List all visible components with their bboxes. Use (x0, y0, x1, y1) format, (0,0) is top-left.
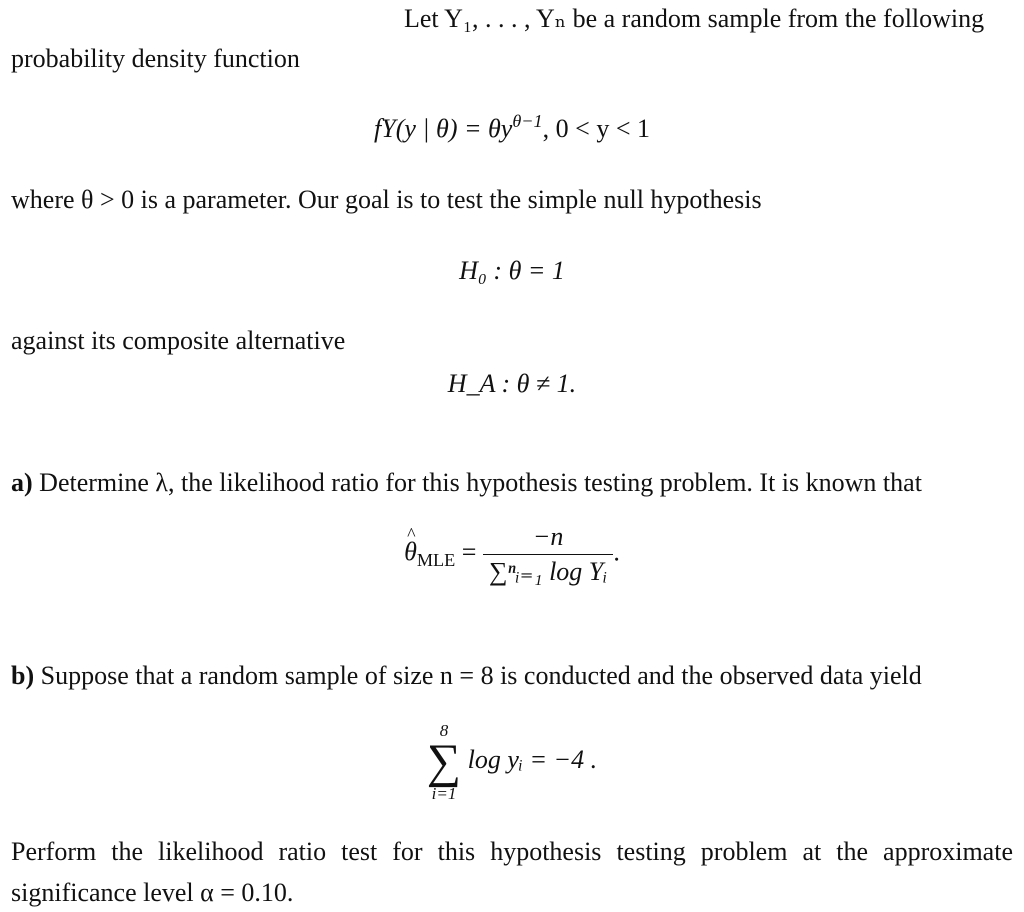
sum-body: log yᵢ = −4 . (467, 744, 598, 774)
pdf-lhs: fY(y | θ) = θy (374, 114, 513, 143)
against-text: against its composite alternative (11, 326, 346, 355)
sum-operator (427, 722, 461, 802)
part-a-text (11, 470, 922, 496)
mle-denominator: ∑ⁿᵢ₌₁ log Yᵢ (488, 557, 608, 586)
mle-subscript: MLE (416, 549, 456, 570)
perform-line-1: Perform the likelihood ratio test for this hypothesis testing problem at the approximate (11, 837, 1013, 866)
mle-equation: ^ $\theta_{MLE}$ = $\frac{-n}{\text{∑ⁿᵢ₌₁ log Yᵢ}}$ . (0, 524, 1024, 585)
pdf-domain: , 0 < y < 1 (542, 114, 650, 143)
mle-numerator: −n (483, 524, 613, 555)
sum-upper-limit: 8 (439, 721, 449, 740)
mle-theta-hat: ^ θ (404, 539, 417, 565)
intro-line-2: probability density function (11, 44, 300, 73)
part-a-question: Determine λ, the likelihood ratio for this hypothesis testing problem. It is known that (39, 468, 922, 497)
part-b-label: b) (11, 661, 35, 690)
mle-fraction (483, 524, 613, 585)
sum-lower-limit: i=1 (431, 783, 457, 803)
where-text: where θ > 0 is a parameter. Our goal is to test the simple null hypothesis (11, 185, 762, 214)
sigma-symbol: ∑ (426, 735, 462, 788)
perform-line-2: significance level α = 0.10. (11, 878, 294, 907)
null-hypothesis: H₀ : θ = 1 (459, 256, 565, 285)
part-a-label: a) (11, 468, 33, 497)
part-b-text (11, 663, 922, 689)
pdf-exponent: θ−1 (512, 111, 543, 131)
part-b-question: Suppose that a random sample of size n = 8 is conducted and the observed data yield (40, 661, 922, 690)
sum-equation (0, 722, 1024, 802)
alternative-hypothesis: H_A : θ ≠ 1. (447, 369, 577, 398)
pdf-equation (0, 111, 1024, 143)
intro-line-1: Let Y₁, . . . , Yₙ be a random sample from the following (404, 4, 985, 33)
